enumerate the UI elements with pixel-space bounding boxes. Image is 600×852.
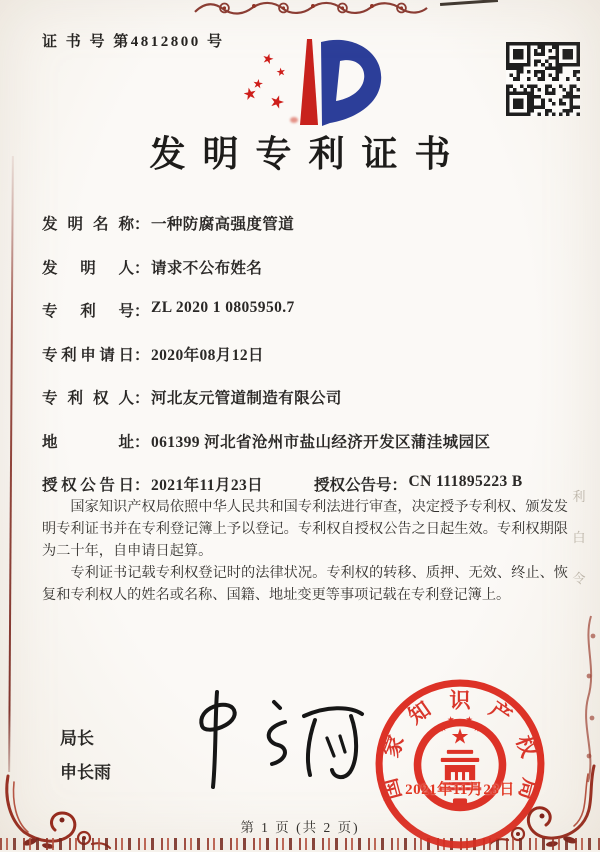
bleed-char: 令 bbox=[572, 571, 586, 586]
field-row-filing-date bbox=[42, 343, 572, 387]
legal-paragraph-1: 国家知识产权局依照中华人民共和国专利法进行审查，决定授予专利权、颁发发明专利证书并在专利登记簿上予以登记。专利权自授权公告之日起生效。专利权期限为二十年，自申请日起算。 bbox=[42, 499, 568, 559]
field-row-address bbox=[42, 430, 572, 474]
certificate-number: 证 书 号 第4812800 号 bbox=[42, 34, 225, 50]
field-label: 专利权人 bbox=[42, 390, 134, 407]
field-row-inventor bbox=[42, 256, 572, 300]
field-colon: ： bbox=[134, 433, 150, 451]
svg-text:局: 局 bbox=[514, 775, 543, 803]
field-value: 河北友元管道制造有限公司 bbox=[151, 390, 342, 407]
field-row-invention-title bbox=[42, 212, 572, 256]
svg-text:国: 国 bbox=[377, 775, 406, 803]
bleed-char: 白 bbox=[572, 530, 586, 545]
signer-name: 申长雨 bbox=[60, 763, 111, 782]
handwritten-signature bbox=[188, 688, 366, 794]
field-value: ZL 2020 1 0805950.7 bbox=[151, 299, 295, 316]
field-colon: ： bbox=[391, 477, 408, 494]
field-colon: ： bbox=[134, 259, 150, 277]
logo-blue-p-icon bbox=[321, 40, 381, 126]
field-label: 授权公告号 bbox=[314, 477, 392, 494]
field-value: 请求不公布姓名 bbox=[151, 259, 263, 277]
field-row-patentee bbox=[42, 386, 572, 430]
svg-text:产: 产 bbox=[484, 696, 517, 729]
field-grant-number bbox=[314, 473, 523, 495]
signer-title: 局长 bbox=[60, 729, 94, 748]
field-row-patent-number bbox=[42, 299, 572, 343]
field-colon: ： bbox=[134, 303, 150, 320]
svg-text:权: 权 bbox=[511, 732, 542, 761]
field-colon: ： bbox=[134, 477, 150, 494]
field-label: 发明名称 bbox=[42, 216, 134, 233]
field-value: 2020年08月12日 bbox=[151, 346, 264, 364]
field-label: 地址 bbox=[42, 433, 134, 451]
svg-text:家: 家 bbox=[378, 732, 409, 761]
field-value: 一种防腐高强度管道 bbox=[151, 216, 295, 233]
svg-text:知: 知 bbox=[403, 696, 436, 729]
qr-code bbox=[506, 42, 580, 116]
right-edge-vine bbox=[580, 614, 600, 784]
cnipa-logo bbox=[244, 37, 394, 133]
seal-date-stamp: 2021年11月23日 bbox=[405, 782, 515, 798]
field-value: 2021年11月23日 bbox=[151, 477, 264, 494]
field-label: 授权公告日 bbox=[42, 477, 134, 494]
field-label: 发明人 bbox=[42, 259, 134, 277]
field-value: CN 111895223 B bbox=[408, 473, 523, 490]
field-label: 专利号 bbox=[42, 303, 134, 320]
top-right-rule bbox=[440, 0, 498, 6]
legal-text bbox=[42, 496, 568, 606]
field-value: 061399 河北省沧州市盐山经济开发区蒲洼城园区 bbox=[151, 433, 491, 451]
field-list bbox=[42, 212, 572, 517]
certificate-title: 发明专利证书 bbox=[149, 134, 468, 174]
ornamental-top-border bbox=[193, 0, 429, 16]
left-border-line bbox=[8, 156, 14, 772]
bleed-through-text bbox=[571, 486, 587, 587]
field-colon: ： bbox=[134, 216, 150, 233]
field-label: 专利申请日 bbox=[42, 346, 134, 364]
bleed-char: 利 bbox=[572, 489, 586, 504]
page-number: 第 1 页 (共 2 页) bbox=[240, 820, 360, 835]
legal-paragraph-2: 专利证书记载专利权登记时的法律状况。专利权的转移、质押、无效、终止、恢复和专利权人的姓名或名称、国籍、地址变更等事项记载在专利登记簿上。 bbox=[42, 565, 568, 603]
logo-red-wedge-icon bbox=[300, 39, 318, 125]
field-colon: ： bbox=[134, 390, 150, 407]
logo-stars-icon bbox=[244, 52, 286, 109]
field-colon: ： bbox=[134, 346, 150, 364]
svg-text:识: 识 bbox=[449, 688, 471, 713]
